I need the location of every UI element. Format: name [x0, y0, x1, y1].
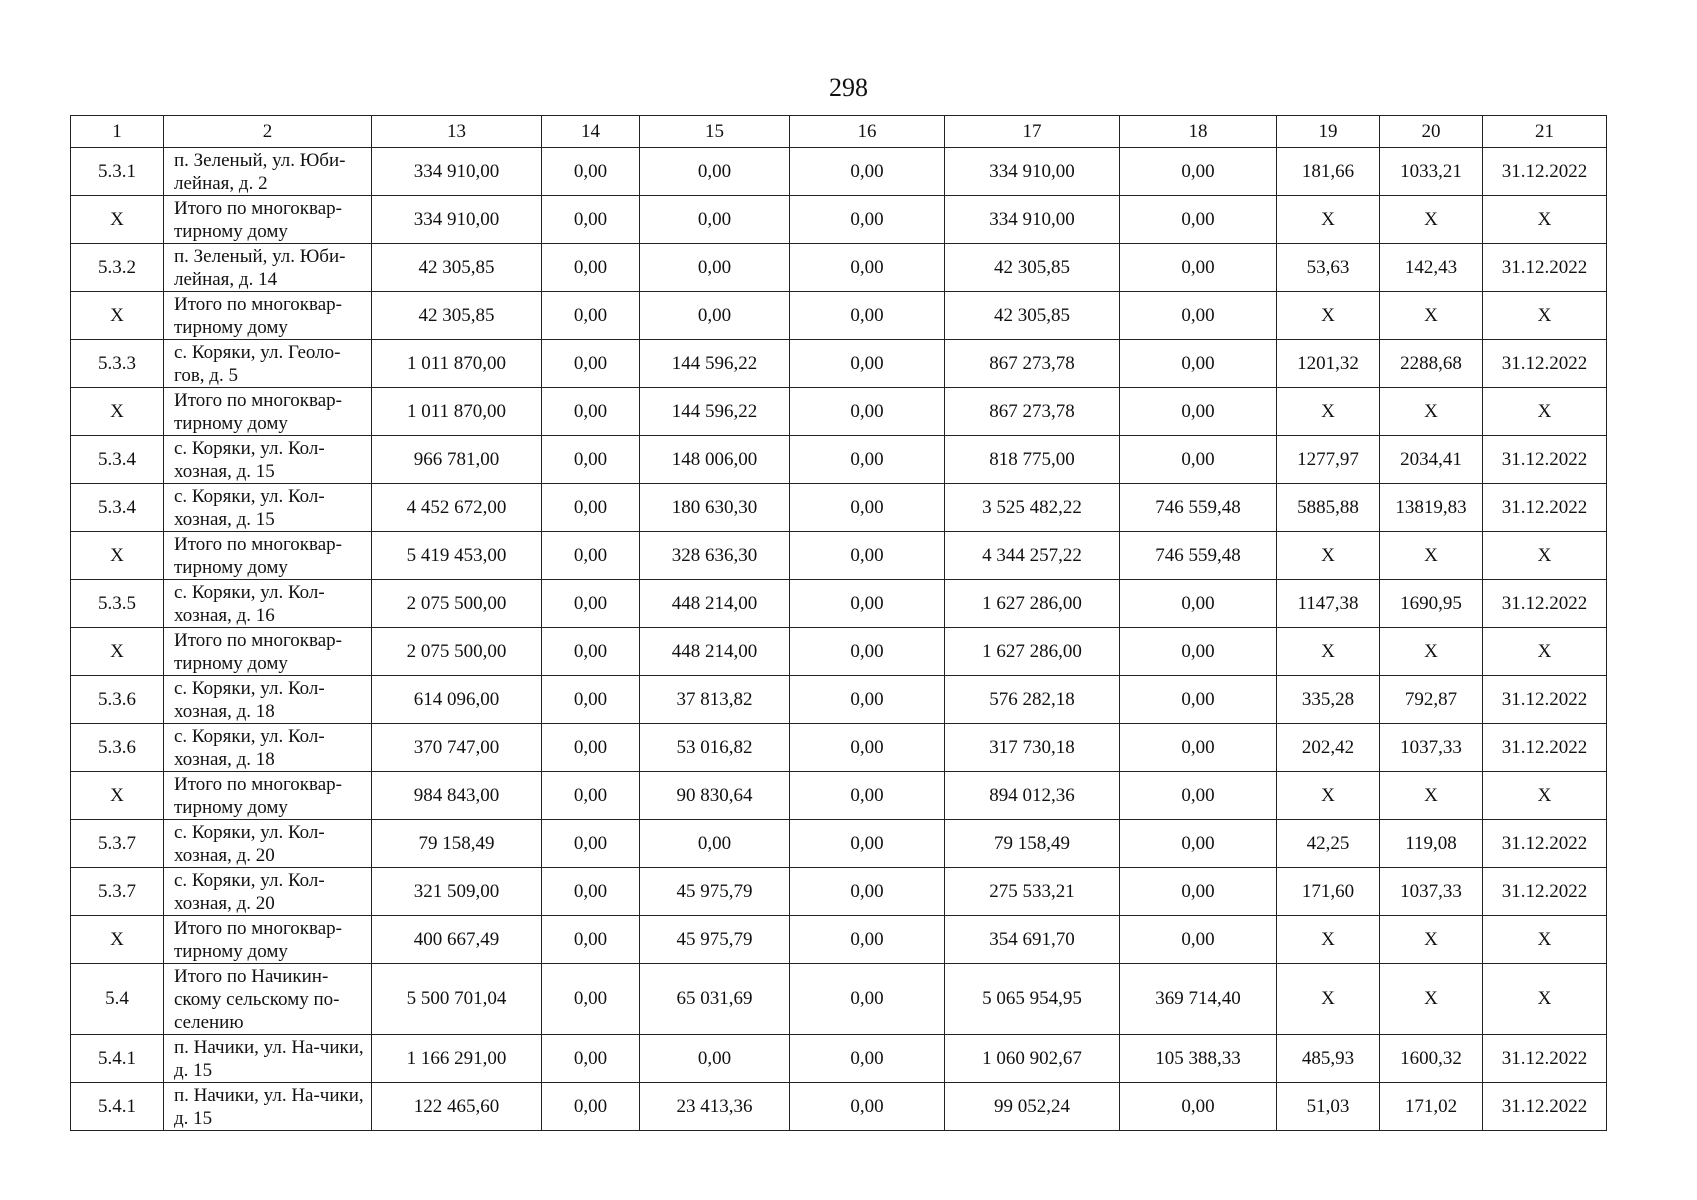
table-cell: 334 910,00 [372, 148, 542, 196]
table-cell: 1033,21 [1380, 148, 1483, 196]
table-cell: 0,00 [790, 244, 945, 292]
table-cell: 5.3.2 [71, 244, 164, 292]
table-cell: 5.3.6 [71, 724, 164, 772]
table-row [71, 388, 1607, 436]
table-cell: 0,00 [1120, 388, 1277, 436]
table-cell: 0,00 [1120, 436, 1277, 484]
table-cell: Х [1277, 292, 1380, 340]
table-cell: 4 452 672,00 [372, 484, 542, 532]
table-cell: 0,00 [790, 964, 945, 1035]
table-cell: 5 419 453,00 [372, 532, 542, 580]
table-cell: 0,00 [1120, 724, 1277, 772]
table-cell: 144 596,22 [640, 388, 790, 436]
table-cell: 0,00 [1120, 868, 1277, 916]
table-cell: Х [1483, 196, 1607, 244]
table-cell: 1037,33 [1380, 868, 1483, 916]
table-cell: Х [71, 196, 164, 244]
address-cell: п. Зеленый, ул. Юби-лейная, д. 14 [164, 244, 372, 292]
table-cell: 142,43 [1380, 244, 1483, 292]
address-cell: Итого по многоквар-тирному дому [164, 532, 372, 580]
table-cell: 966 781,00 [372, 436, 542, 484]
table-cell: 1 627 286,00 [945, 580, 1120, 628]
address-cell: с. Коряки, ул. Кол-хозная, д. 18 [164, 724, 372, 772]
table-row [71, 148, 1607, 196]
table-cell: 328 636,30 [640, 532, 790, 580]
table-cell: 90 830,64 [640, 772, 790, 820]
table-cell: 0,00 [542, 628, 640, 676]
table-row [71, 772, 1607, 820]
table-cell: 37 813,82 [640, 676, 790, 724]
table-cell: 31.12.2022 [1483, 340, 1607, 388]
table-cell: 335,28 [1277, 676, 1380, 724]
column-header: 17 [945, 116, 1120, 148]
table-cell: 0,00 [542, 436, 640, 484]
table-cell: 448 214,00 [640, 580, 790, 628]
table-cell: 0,00 [790, 532, 945, 580]
table-row [71, 724, 1607, 772]
table-cell: 0,00 [542, 1035, 640, 1083]
table-cell: 0,00 [790, 1035, 945, 1083]
table-cell: 2034,41 [1380, 436, 1483, 484]
table-cell: 0,00 [790, 1083, 945, 1131]
table-cell: 0,00 [1120, 916, 1277, 964]
table-cell: 31.12.2022 [1483, 580, 1607, 628]
table-row [71, 436, 1607, 484]
table-cell: Х [1483, 292, 1607, 340]
table-cell: 1 011 870,00 [372, 340, 542, 388]
page-number: 298 [829, 73, 868, 102]
table-cell: 0,00 [790, 676, 945, 724]
address-cell: с. Коряки, ул. Кол-хозная, д. 15 [164, 436, 372, 484]
address-cell: Итого по многоквар-тирному дому [164, 196, 372, 244]
table-cell: 53,63 [1277, 244, 1380, 292]
table-cell: 0,00 [542, 868, 640, 916]
table-cell: 53 016,82 [640, 724, 790, 772]
table-cell: 0,00 [1120, 1083, 1277, 1131]
table-cell: 354 691,70 [945, 916, 1120, 964]
column-header: 1 [71, 116, 164, 148]
table-cell: 1 166 291,00 [372, 1035, 542, 1083]
table-cell: 1201,32 [1277, 340, 1380, 388]
address-cell: Итого по многоквар-тирному дому [164, 388, 372, 436]
table-cell: 0,00 [790, 580, 945, 628]
table-cell: 0,00 [1120, 628, 1277, 676]
table-cell: 0,00 [1120, 292, 1277, 340]
table-cell: 984 843,00 [372, 772, 542, 820]
table-cell: 0,00 [1120, 772, 1277, 820]
table-row [71, 676, 1607, 724]
table-cell: Х [71, 916, 164, 964]
table-header [71, 116, 1607, 148]
table-row [71, 820, 1607, 868]
table-body [71, 148, 1607, 1131]
table-cell: 0,00 [790, 916, 945, 964]
address-cell: п. Начики, ул. На-чики, д. 15 [164, 1083, 372, 1131]
table-row [71, 868, 1607, 916]
table-cell: 334 910,00 [372, 196, 542, 244]
table-row [71, 244, 1607, 292]
table-cell: 4 344 257,22 [945, 532, 1120, 580]
table-row [71, 340, 1607, 388]
table-cell: 42,25 [1277, 820, 1380, 868]
table-cell: 0,00 [542, 244, 640, 292]
table-cell: 321 509,00 [372, 868, 542, 916]
column-header: 2 [164, 116, 372, 148]
table-cell: 181,66 [1277, 148, 1380, 196]
table-cell: 614 096,00 [372, 676, 542, 724]
table-cell: 5.3.4 [71, 484, 164, 532]
table-cell: 0,00 [542, 292, 640, 340]
table-cell: 0,00 [1120, 676, 1277, 724]
column-header: 13 [372, 116, 542, 148]
column-header: 14 [542, 116, 640, 148]
table-cell: 45 975,79 [640, 868, 790, 916]
table-cell: 0,00 [542, 772, 640, 820]
column-header: 19 [1277, 116, 1380, 148]
address-cell: с. Коряки, ул. Кол-хозная, д. 15 [164, 484, 372, 532]
table-cell: 0,00 [790, 196, 945, 244]
table-cell: Х [1483, 388, 1607, 436]
table-row [71, 1083, 1607, 1131]
table-cell: Х [1483, 772, 1607, 820]
table-cell: 180 630,30 [640, 484, 790, 532]
address-cell: с. Коряки, ул. Кол-хозная, д. 20 [164, 868, 372, 916]
address-cell: с. Коряки, ул. Геоло-гов, д. 5 [164, 340, 372, 388]
header-row [71, 116, 1607, 148]
table-cell: 0,00 [790, 388, 945, 436]
table-row [71, 196, 1607, 244]
table-cell: 792,87 [1380, 676, 1483, 724]
table-cell: 31.12.2022 [1483, 868, 1607, 916]
table-cell: 122 465,60 [372, 1083, 542, 1131]
table-cell: 5.3.7 [71, 868, 164, 916]
table-cell: 5.3.4 [71, 436, 164, 484]
table-cell: 0,00 [542, 916, 640, 964]
table-cell: 79 158,49 [945, 820, 1120, 868]
data-table [70, 115, 1607, 1131]
table-cell: 0,00 [1120, 148, 1277, 196]
table-cell: 1 011 870,00 [372, 388, 542, 436]
address-cell: п. Начики, ул. На-чики, д. 15 [164, 1035, 372, 1083]
table-row [71, 484, 1607, 532]
table-cell: 0,00 [790, 772, 945, 820]
table-cell: 0,00 [542, 724, 640, 772]
table-cell: 5.3.5 [71, 580, 164, 628]
table-cell: Х [1277, 532, 1380, 580]
table-cell: 171,02 [1380, 1083, 1483, 1131]
table-cell: Х [71, 532, 164, 580]
table-cell: 105 388,33 [1120, 1035, 1277, 1083]
table-cell: Х [1380, 388, 1483, 436]
table-cell: Х [1380, 964, 1483, 1035]
table-cell: 0,00 [542, 1083, 640, 1131]
table-row [71, 916, 1607, 964]
table-cell: 0,00 [542, 196, 640, 244]
table-cell: 42 305,85 [945, 244, 1120, 292]
table-cell: 0,00 [542, 820, 640, 868]
table-cell: 818 775,00 [945, 436, 1120, 484]
table-cell: 5.3.3 [71, 340, 164, 388]
table-cell: Х [1277, 772, 1380, 820]
table-cell: 0,00 [790, 292, 945, 340]
address-cell: Итого по многоквар-тирному дому [164, 916, 372, 964]
table-cell: 31.12.2022 [1483, 484, 1607, 532]
table-cell: 2 075 500,00 [372, 580, 542, 628]
table-cell: 31.12.2022 [1483, 1035, 1607, 1083]
table-cell: Х [1380, 196, 1483, 244]
table-cell: 0,00 [790, 628, 945, 676]
table-row [71, 1035, 1607, 1083]
table-cell: 31.12.2022 [1483, 724, 1607, 772]
table-cell: 31.12.2022 [1483, 820, 1607, 868]
address-cell: с. Коряки, ул. Кол-хозная, д. 20 [164, 820, 372, 868]
table-cell: 0,00 [790, 148, 945, 196]
table-cell: 0,00 [542, 964, 640, 1035]
table-cell: 0,00 [542, 676, 640, 724]
table-cell: 42 305,85 [372, 292, 542, 340]
table-cell: 45 975,79 [640, 916, 790, 964]
table-cell: 867 273,78 [945, 388, 1120, 436]
table-cell: 448 214,00 [640, 628, 790, 676]
table-cell: 42 305,85 [372, 244, 542, 292]
table-cell: 5.4.1 [71, 1035, 164, 1083]
table-cell: 144 596,22 [640, 340, 790, 388]
table-cell: 369 714,40 [1120, 964, 1277, 1035]
table-cell: 5 065 954,95 [945, 964, 1120, 1035]
table-cell: 334 910,00 [945, 148, 1120, 196]
table-cell: 746 559,48 [1120, 532, 1277, 580]
table-cell: 576 282,18 [945, 676, 1120, 724]
table-cell: 0,00 [790, 436, 945, 484]
table-cell: 0,00 [542, 484, 640, 532]
table-cell: 0,00 [542, 388, 640, 436]
table-cell: 0,00 [1120, 580, 1277, 628]
table-cell: 317 730,18 [945, 724, 1120, 772]
table-cell: Х [1380, 628, 1483, 676]
table-cell: 0,00 [790, 340, 945, 388]
table-cell: 5.4 [71, 964, 164, 1035]
table-cell: 79 158,49 [372, 820, 542, 868]
table-cell: 31.12.2022 [1483, 436, 1607, 484]
table-cell: 1 627 286,00 [945, 628, 1120, 676]
table-cell: 1690,95 [1380, 580, 1483, 628]
table-cell: 31.12.2022 [1483, 148, 1607, 196]
column-header: 16 [790, 116, 945, 148]
table-cell: 2 075 500,00 [372, 628, 542, 676]
table-cell: Х [1277, 916, 1380, 964]
table-cell: Х [1277, 964, 1380, 1035]
table-cell: 0,00 [1120, 820, 1277, 868]
table-cell: 0,00 [640, 244, 790, 292]
table-cell: Х [1483, 916, 1607, 964]
table-cell: 0,00 [542, 532, 640, 580]
table-cell: 1 060 902,67 [945, 1035, 1120, 1083]
table-cell: Х [71, 628, 164, 676]
column-header: 18 [1120, 116, 1277, 148]
table-cell: 0,00 [790, 484, 945, 532]
column-header: 20 [1380, 116, 1483, 148]
table-cell: Х [1277, 628, 1380, 676]
table-cell: Х [1277, 388, 1380, 436]
address-cell: Итого по Начикин-скому сельскому по-селению [164, 964, 372, 1035]
table-cell: 275 533,21 [945, 868, 1120, 916]
table-cell: 867 273,78 [945, 340, 1120, 388]
table-cell: 5 500 701,04 [372, 964, 542, 1035]
table-cell: 746 559,48 [1120, 484, 1277, 532]
table-cell: 65 031,69 [640, 964, 790, 1035]
table-row [71, 964, 1607, 1035]
table-cell: 0,00 [640, 292, 790, 340]
table-cell: 31.12.2022 [1483, 1083, 1607, 1131]
table-cell: 5.4.1 [71, 1083, 164, 1131]
table-cell: Х [1483, 964, 1607, 1035]
table-cell: 51,03 [1277, 1083, 1380, 1131]
table-cell: 1600,32 [1380, 1035, 1483, 1083]
table-cell: 894 012,36 [945, 772, 1120, 820]
table-cell: 0,00 [1120, 196, 1277, 244]
table-cell: 5885,88 [1277, 484, 1380, 532]
table-row [71, 292, 1607, 340]
table-cell: Х [71, 772, 164, 820]
table-cell: 202,42 [1277, 724, 1380, 772]
table-cell: 5.3.6 [71, 676, 164, 724]
table-cell: 31.12.2022 [1483, 244, 1607, 292]
table-cell: 42 305,85 [945, 292, 1120, 340]
table-cell: Х [1483, 628, 1607, 676]
table-cell: 148 006,00 [640, 436, 790, 484]
table-cell: 0,00 [542, 580, 640, 628]
table-cell: 23 413,36 [640, 1083, 790, 1131]
table-cell: 0,00 [790, 724, 945, 772]
table-cell: Х [71, 292, 164, 340]
table-cell: 485,93 [1277, 1035, 1380, 1083]
table-cell: 99 052,24 [945, 1083, 1120, 1131]
table-row [71, 580, 1607, 628]
address-cell: Итого по многоквар-тирному дому [164, 628, 372, 676]
table-cell: Х [71, 388, 164, 436]
table-cell: Х [1380, 292, 1483, 340]
table-cell: 400 667,49 [372, 916, 542, 964]
table-cell: Х [1380, 532, 1483, 580]
table-cell: 3 525 482,22 [945, 484, 1120, 532]
address-cell: п. Зеленый, ул. Юби-лейная, д. 2 [164, 148, 372, 196]
table-cell: 0,00 [640, 1035, 790, 1083]
table-cell: 0,00 [542, 340, 640, 388]
table-cell: 2288,68 [1380, 340, 1483, 388]
table-cell: 13819,83 [1380, 484, 1483, 532]
table-cell: Х [1277, 196, 1380, 244]
table-cell: 0,00 [790, 868, 945, 916]
table-cell: 0,00 [640, 148, 790, 196]
table-cell: Х [1483, 532, 1607, 580]
table-cell: 334 910,00 [945, 196, 1120, 244]
address-cell: Итого по многоквар-тирному дому [164, 292, 372, 340]
table-cell: 370 747,00 [372, 724, 542, 772]
table-cell: 0,00 [542, 148, 640, 196]
column-header: 15 [640, 116, 790, 148]
table-cell: 1277,97 [1277, 436, 1380, 484]
table-cell: 1147,38 [1277, 580, 1380, 628]
address-cell: с. Коряки, ул. Кол-хозная, д. 16 [164, 580, 372, 628]
table-cell: 0,00 [790, 820, 945, 868]
table-cell: 0,00 [1120, 340, 1277, 388]
table-cell: Х [1380, 916, 1483, 964]
table-cell: Х [1380, 772, 1483, 820]
table-cell: 119,08 [1380, 820, 1483, 868]
table-cell: 171,60 [1277, 868, 1380, 916]
table-cell: 5.3.1 [71, 148, 164, 196]
column-header: 21 [1483, 116, 1607, 148]
table-row [71, 628, 1607, 676]
table-cell: 0,00 [640, 820, 790, 868]
table-cell: 0,00 [640, 196, 790, 244]
address-cell: Итого по многоквар-тирному дому [164, 772, 372, 820]
table-cell: 5.3.7 [71, 820, 164, 868]
address-cell: с. Коряки, ул. Кол-хозная, д. 18 [164, 676, 372, 724]
table-cell: 31.12.2022 [1483, 676, 1607, 724]
table-cell: 0,00 [1120, 244, 1277, 292]
table-cell: 1037,33 [1380, 724, 1483, 772]
table-row [71, 532, 1607, 580]
